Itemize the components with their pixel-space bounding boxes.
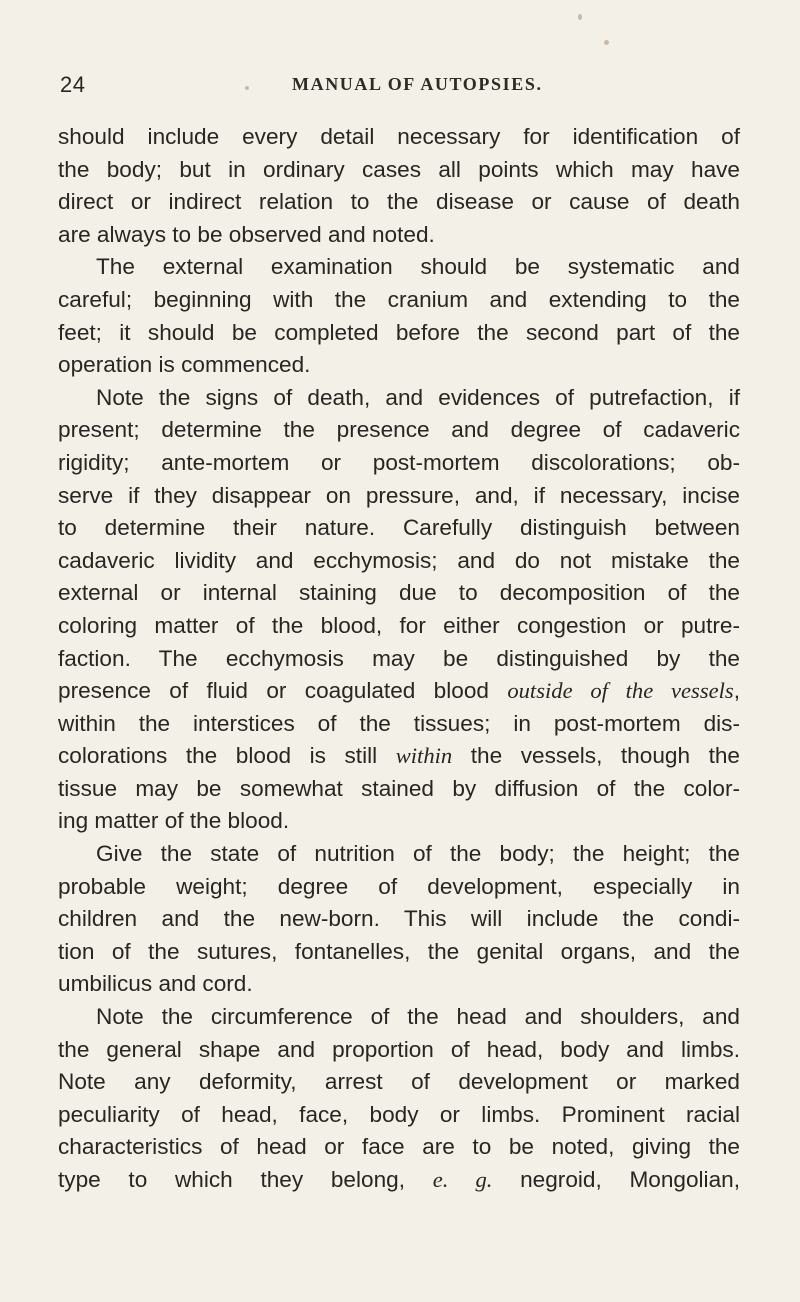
- text-line: careful; beginning with the cranium and extending to the: [58, 286, 740, 312]
- running-title: MANUAL OF AUTOPSIES.: [292, 74, 543, 94]
- text-line: Note any deformity, arrest of development or marked: [58, 1069, 740, 1095]
- italic-phrase: e. g.: [432, 1167, 493, 1192]
- text-line: direct or indirect relation to the disease or cause of death: [58, 189, 740, 215]
- paragraph-start-line: Note the circumference of the head and shoulders, and: [96, 1004, 740, 1030]
- paragraph-start-line: The external examination should be systematic and: [96, 254, 740, 280]
- text-line: within the interstices of the tissues; in post-mortem dis-: [58, 710, 740, 736]
- text-line: ing matter of the blood.: [58, 808, 290, 834]
- text-line: type to which they belong, e. g. negroid, Mongolian,: [58, 1167, 740, 1192]
- text-line: serve if they disappear on pressure, and, if necessary, incise: [58, 482, 740, 508]
- paragraph-start-line: Note the signs of death, and evidences of putrefaction, if: [96, 384, 740, 410]
- text-line: the body; but in ordinary cases all points which may have: [58, 156, 740, 182]
- text-line: to determine their nature. Carefully distinguish between: [58, 515, 740, 541]
- italic-phrase: outside of the vessels: [507, 678, 734, 704]
- text-line: feet; it should be completed before the second part of the: [58, 319, 740, 345]
- text-line: peculiarity of head, face, body or limbs. Prominent racial: [58, 1101, 740, 1127]
- text-line: should include every detail necessary for identification of: [58, 124, 740, 149]
- page-number: 24: [60, 72, 86, 97]
- body-text: [58, 121, 740, 1197]
- paper-speck: [604, 40, 609, 45]
- text-line: are always to be observed and noted.: [58, 221, 435, 247]
- text-line: children and the new-born. This will include the condi-: [58, 906, 740, 932]
- text-line: coloring matter of the blood, for either congestion or putre-: [58, 612, 740, 638]
- paragraph-start-line: Give the state of nutrition of the body; the height; the: [96, 841, 740, 867]
- text-line: presence of fluid or coagulated blood outside of the vessels,: [58, 678, 740, 704]
- text-line: umbilicus and cord.: [58, 971, 253, 997]
- text-line: rigidity; ante-mortem or post-mortem discolorations; ob-: [58, 449, 740, 475]
- text-line: the general shape and proportion of head, body and limbs.: [58, 1036, 740, 1062]
- text-line: colorations the blood is still within the vessels, though the: [58, 743, 740, 769]
- text-line: probable weight; degree of development, especially in: [58, 873, 740, 899]
- paper-speck: [578, 14, 582, 20]
- text-line: tissue may be somewhat stained by diffusion of the color-: [58, 775, 740, 801]
- text-line: characteristics of head or face are to be noted, giving the: [58, 1134, 740, 1160]
- text-line: faction. The ecchymosis may be distinguished by the: [58, 645, 740, 671]
- running-head: [0, 72, 800, 102]
- text-line: cadaveric lividity and ecchymosis; and do not mistake the: [58, 547, 740, 573]
- text-line: operation is commenced.: [58, 352, 311, 378]
- text-line: present; determine the presence and degree of cadaveric: [58, 417, 740, 443]
- text-line: tion of the sutures, fontanelles, the genital organs, and the: [58, 938, 740, 964]
- italic-phrase: within: [395, 743, 453, 769]
- text-line: external or internal staining due to decomposition of the: [58, 580, 740, 606]
